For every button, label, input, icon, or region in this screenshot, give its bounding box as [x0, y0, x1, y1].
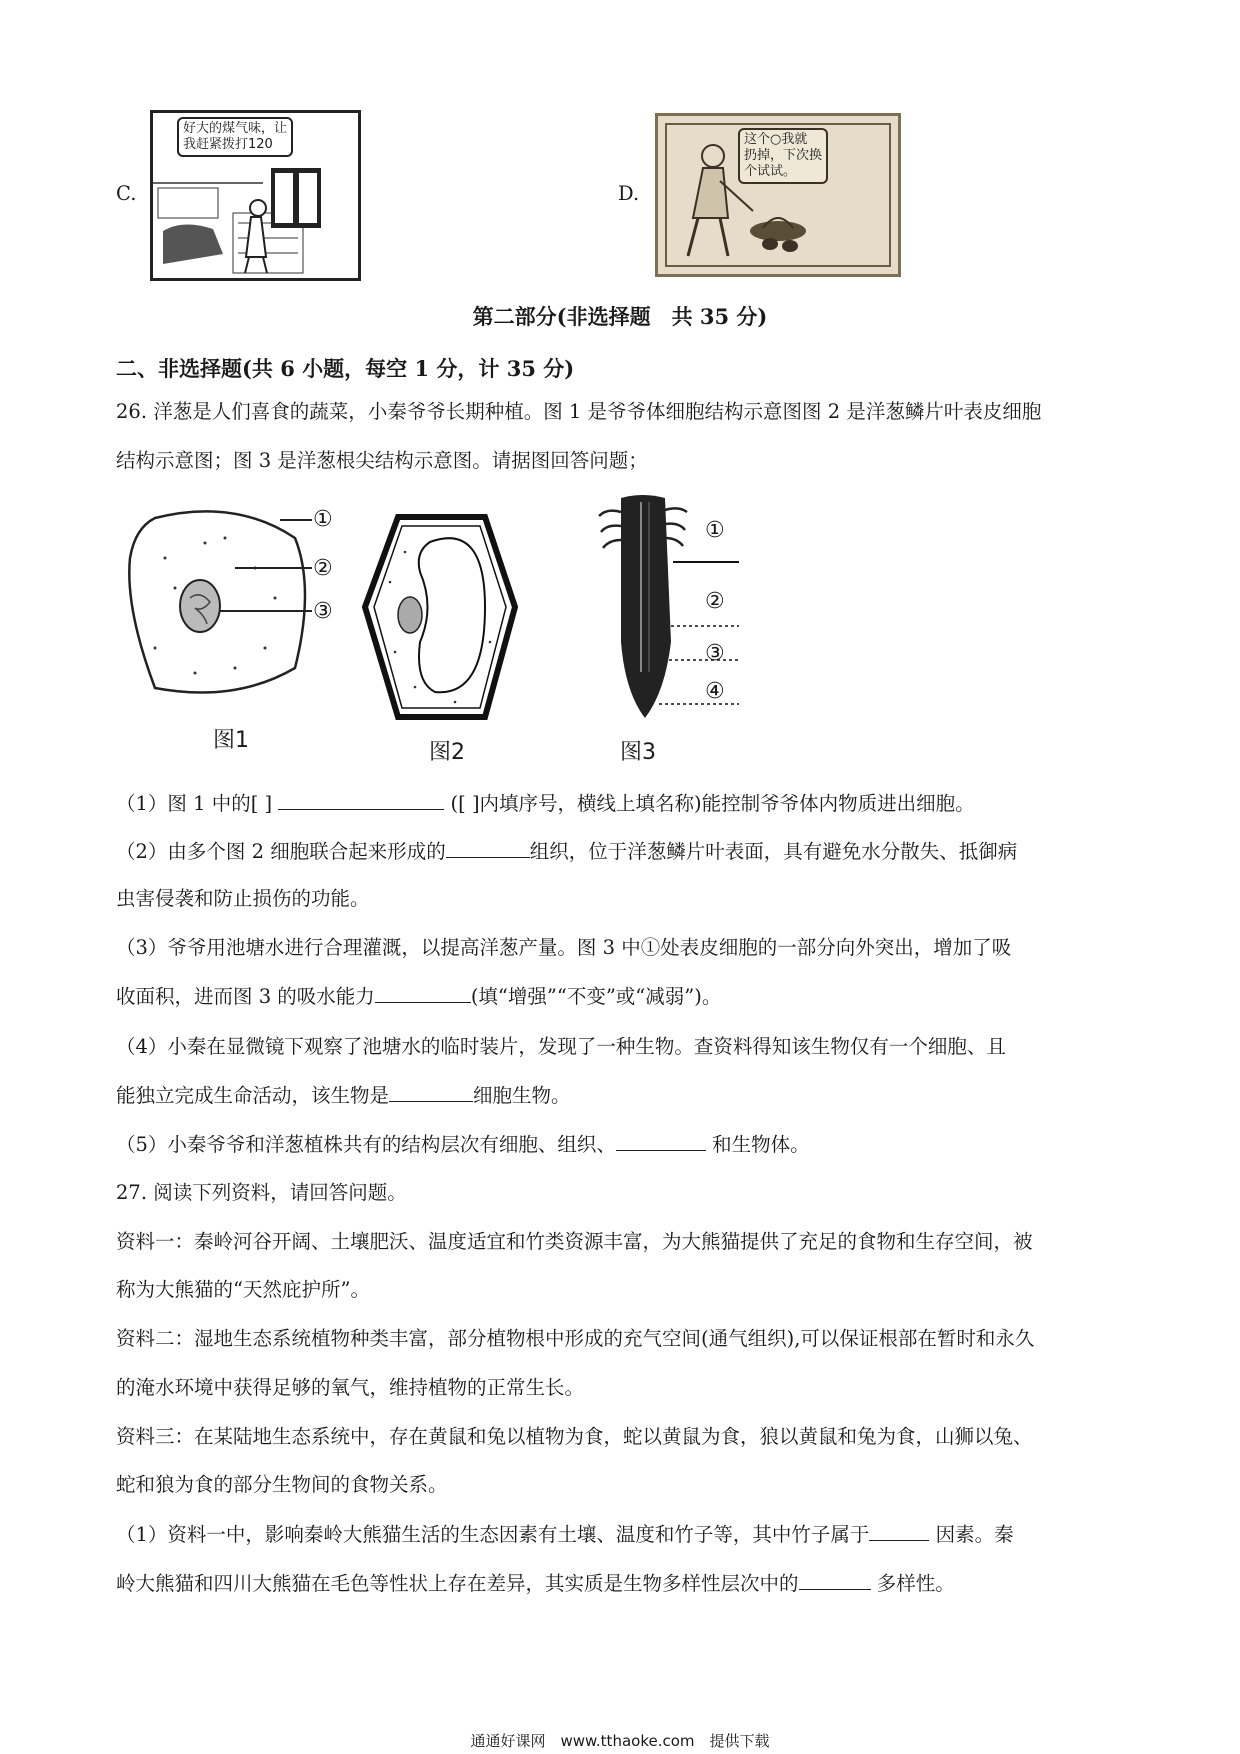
q26-2: （2）由多个图 2 细胞联合起来形成的 组织，位于洋葱鳞片叶表面，具有避免水分散失、抵御病 [116, 840, 1018, 863]
option-c-label: C. [116, 182, 137, 205]
q27-material1-line1: 资料一：秦岭河谷开阔、土壤肥沃、温度适宜和竹类资源丰富，为大熊猫提供了充足的食物和生存空间，被 [116, 1230, 1033, 1253]
q26-5: （5）小秦爷爷和洋葱植株共有的结构层次有细胞、组织、 和生物体。 [116, 1133, 810, 1156]
q26-intro-line1: 26. 洋葱是人们喜食的蔬菜，小秦爷爷长期种植。图 1 是爷爷体细胞结构示意图图 2 是洋葱鳞片叶表皮细胞 [116, 400, 1042, 423]
option-c-comic [150, 110, 361, 281]
fig3-mark-2: ② [705, 589, 725, 614]
q27-intro: 27. 阅读下列资料，请回答问题。 [116, 1181, 407, 1204]
q26-2-line2: 虫害侵袭和防止损伤的功能。 [116, 887, 370, 910]
q27-1-blank-a[interactable] [869, 1522, 929, 1541]
q27-material3-line1: 资料三：在某陆地生态系统中，存在黄鼠和兔以植物为食，蛇以黄鼠为食，狼以黄鼠和兔为食，山狮以兔、 [116, 1425, 1033, 1448]
fig2-label: 图2 [429, 740, 465, 765]
option-d-comic [655, 113, 901, 277]
q27-material2-line1: 资料二：湿地生态系统植物种类丰富，部分植物根中形成的充气空间(通气组织),可以保证根部在暂时和永久 [116, 1327, 1035, 1350]
q27-1-line2: 岭大熊猫和四川大熊猫在毛色等性状上存在差异，其实质是生物多样性层次中的 多样性。 [116, 1572, 955, 1595]
comic-d-speech-bubble: 这个○我就 扔掉，下次换 个试试。 [738, 128, 828, 184]
fig1-mark-2: ② [313, 556, 333, 581]
figure-2-plant-cell [360, 512, 520, 722]
q26-4-line2: 能独立完成生命活动，该生物是 细胞生物。 [116, 1084, 571, 1107]
q26-5-blank[interactable] [616, 1132, 706, 1151]
fig1-mark-1: ① [313, 507, 333, 532]
q26-3-line2: 收面积，进而图 3 的吸水能力 (填“增强”“不变”或“减弱”)。 [116, 985, 722, 1008]
q27-material2-line2: 的淹水环境中获得足够的氧气，维持植物的正常生长。 [116, 1376, 585, 1399]
q26-intro-line2: 结构示意图；图 3 是洋葱根尖结构示意图。请据图回答问题； [116, 449, 648, 472]
fig1-mark-3: ③ [313, 599, 333, 624]
q26-2-blank[interactable] [446, 839, 530, 858]
q27-material3-line2: 蛇和狼为食的部分生物间的食物关系。 [116, 1473, 448, 1496]
q26-1: （1）图 1 中的[ ] ([ ]内填序号，横线上填名称)能控制爷爷体内物质进出细胞。 [116, 792, 975, 815]
part-two-title: 第二部分(非选择题 共 35 分) [472, 304, 768, 329]
section-heading: 二、非选择题(共 6 小题，每空 1 分，计 35 分) [116, 356, 575, 381]
fig1-label: 图1 [213, 728, 249, 753]
fig3-mark-3: ③ [705, 641, 725, 666]
comic-c-speech-bubble: 好大的煤气味，让 我赶紧拨打120 [177, 117, 293, 157]
option-d-label: D. [618, 182, 640, 205]
q26-1-blank[interactable] [278, 791, 444, 810]
q27-1-line1: （1）资料一中，影响秦岭大熊猫生活的生态因素有土壤、温度和竹子等，其中竹子属于 因素。秦 [116, 1523, 1014, 1546]
fig3-mark-4: ④ [705, 679, 725, 704]
q26-3-blank[interactable] [375, 984, 471, 1003]
q26-4-line1: （4）小秦在显微镜下观察了池塘水的临时装片，发现了一种生物。查资料得知该生物仅有一个细胞、且 [116, 1035, 1006, 1058]
fig3-mark-1: ① [705, 518, 725, 543]
q26-3-line1: （3）爷爷用池塘水进行合理灌溉，以提高洋葱产量。图 3 中①处表皮细胞的一部分向外突出，增加了吸 [116, 936, 1012, 959]
q27-1-blank-b[interactable] [799, 1571, 871, 1590]
q27-material1-line2: 称为大熊猫的“天然庇护所”。 [116, 1278, 370, 1301]
q26-4-blank[interactable] [389, 1083, 473, 1102]
fig3-label: 图3 [620, 740, 656, 765]
page-footer: 通通好课网 www.tthaoke.com 提供下载 [470, 1732, 770, 1750]
